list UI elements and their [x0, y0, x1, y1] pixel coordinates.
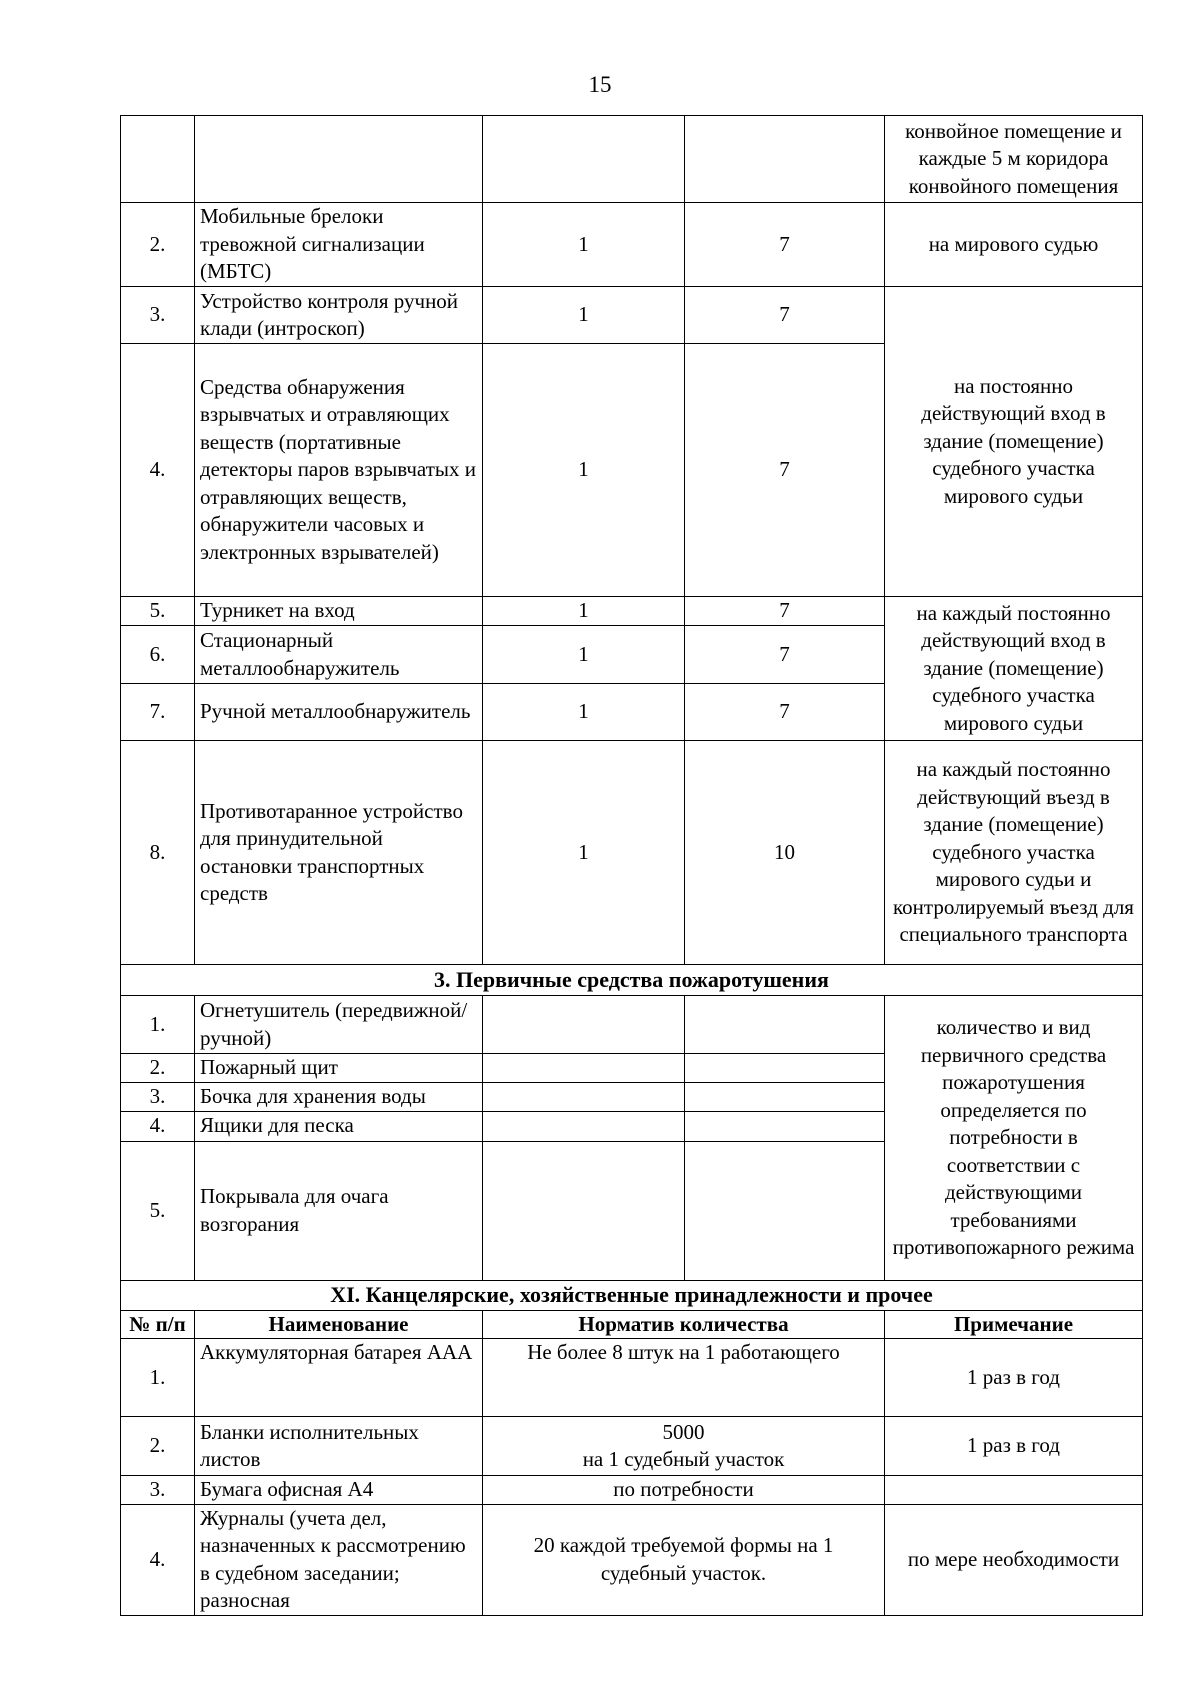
item-note: конвойное помещение и каждые 5 м коридора конвойного помещения	[885, 116, 1143, 203]
item-quantity	[483, 116, 685, 203]
row-number: 4.	[121, 344, 195, 597]
item-term: 7	[685, 203, 885, 287]
item-term: 10	[685, 741, 885, 965]
row-number	[121, 116, 195, 203]
item-term: 7	[685, 626, 885, 684]
item-name: Огнетушитель (передвижной/ручной)	[195, 996, 483, 1054]
item-term: 7	[685, 287, 885, 344]
fire-note: количество и вид первичного средства пожаротушения определяется по потребности в соответствии с действующими требованиями противопожарного режима	[885, 996, 1143, 1281]
item-term: 7	[685, 344, 885, 597]
section-heading-row	[121, 1280, 1143, 1310]
row-number: 2.	[121, 203, 195, 287]
table-row	[121, 1476, 1143, 1505]
item-name: Бумага офисная А4	[195, 1476, 483, 1505]
item-note: на постоянно действующий вход в здание (помещение) судебного участка мирового судьи	[885, 287, 1143, 597]
section-heading-row	[121, 965, 1143, 996]
row-number: 1.	[121, 996, 195, 1054]
row-number: 5.	[121, 1141, 195, 1280]
table-row	[121, 597, 1143, 626]
item-quantity: 1	[483, 344, 685, 597]
item-name: Мобильные брелоки тревожной сигнализации (МБТС)	[195, 203, 483, 287]
empty-cell	[685, 1111, 885, 1141]
item-norm: Не более 8 штук на 1 работающего	[483, 1339, 885, 1417]
item-note	[885, 1476, 1143, 1505]
item-quantity: 1	[483, 741, 685, 965]
item-name: Журналы (учета дел, назначенных к рассмотрению в судебном заседании; разносная	[195, 1504, 483, 1615]
item-name: Противотаранное устройство для принудительной остановки транспортных средств	[195, 741, 483, 965]
item-quantity: 1	[483, 626, 685, 684]
item-name: Средства обнаружения взрывчатых и отравляющих веществ (портативные детекторы паров взрывчатых и отравляющих веществ, обнаружители часовых и электронных взрывателей)	[195, 344, 483, 597]
empty-cell	[483, 1141, 685, 1280]
empty-cell	[483, 1111, 685, 1141]
row-number: 4.	[121, 1111, 195, 1141]
table-row	[121, 1339, 1143, 1417]
table-row	[121, 287, 1143, 344]
item-name: Ящики для песка	[195, 1111, 483, 1141]
item-name: Покрывала для очага возгорания	[195, 1141, 483, 1280]
header-norm: Норматив количества	[483, 1310, 885, 1339]
item-note: на каждый постоянно действующий въезд в здание (помещение) судебного участка мирового судьи и контролируемый въезд для специального транспорта	[885, 741, 1143, 965]
item-name: Аккумуляторная батарея ААА	[195, 1339, 483, 1417]
standards-table	[120, 115, 1143, 1616]
fire-section-title: 3. Первичные средства пожаротушения	[121, 965, 1143, 996]
row-number: 4.	[121, 1504, 195, 1615]
header-number: № п/п	[121, 1310, 195, 1339]
item-note: по мере необходимости	[885, 1504, 1143, 1615]
row-number: 7.	[121, 684, 195, 741]
office-section-title: XI. Канцелярские, хозяйственные принадлежности и прочее	[121, 1280, 1143, 1310]
row-number: 1.	[121, 1339, 195, 1417]
item-name	[195, 116, 483, 203]
table-row	[121, 116, 1143, 203]
item-note: на мирового судью	[885, 203, 1143, 287]
item-term	[685, 116, 885, 203]
table-header-row	[121, 1310, 1143, 1339]
item-note: 1 раз в год	[885, 1417, 1143, 1476]
table-row	[121, 996, 1143, 1054]
item-name: Стационарный металлообнаружитель	[195, 626, 483, 684]
page-number: 15	[588, 72, 612, 97]
empty-cell	[483, 1054, 685, 1083]
empty-cell	[685, 1054, 885, 1083]
row-number: 3.	[121, 1476, 195, 1505]
empty-cell	[483, 996, 685, 1054]
item-norm	[483, 1417, 885, 1476]
norm-line: на 1 судебный участок	[582, 1447, 785, 1471]
item-term: 7	[685, 684, 885, 741]
table-row	[121, 203, 1143, 287]
item-name: Ручной металлообнаружитель	[195, 684, 483, 741]
table-row	[121, 1504, 1143, 1615]
item-note: на каждый постоянно действующий вход в здание (помещение) судебного участка мирового судьи	[885, 597, 1143, 741]
row-number: 2.	[121, 1417, 195, 1476]
item-name: Турникет на вход	[195, 597, 483, 626]
empty-cell	[685, 996, 885, 1054]
row-number: 2.	[121, 1054, 195, 1083]
row-number: 3.	[121, 1083, 195, 1112]
header-name: Наименование	[195, 1310, 483, 1339]
item-quantity: 1	[483, 287, 685, 344]
row-number: 5.	[121, 597, 195, 626]
empty-cell	[483, 1083, 685, 1112]
item-name: Пожарный щит	[195, 1054, 483, 1083]
item-quantity: 1	[483, 203, 685, 287]
item-term: 7	[685, 597, 885, 626]
item-note: 1 раз в год	[885, 1339, 1143, 1417]
row-number: 6.	[121, 626, 195, 684]
row-number: 8.	[121, 741, 195, 965]
item-name: Устройство контроля ручной клади (интроскоп)	[195, 287, 483, 344]
item-name: Бочка для хранения воды	[195, 1083, 483, 1112]
header-note: Примечание	[885, 1310, 1143, 1339]
table-row	[121, 741, 1143, 965]
row-number: 3.	[121, 287, 195, 344]
norm-line: 5000	[662, 1419, 705, 1444]
empty-cell	[685, 1083, 885, 1112]
item-norm: 20 каждой требуемой формы на 1 судебный участок.	[483, 1504, 885, 1615]
item-name: Бланки исполнительных листов	[195, 1417, 483, 1476]
table-row	[121, 1417, 1143, 1476]
item-quantity: 1	[483, 684, 685, 741]
empty-cell	[685, 1141, 885, 1280]
item-norm: по потребности	[483, 1476, 885, 1505]
item-quantity: 1	[483, 597, 685, 626]
